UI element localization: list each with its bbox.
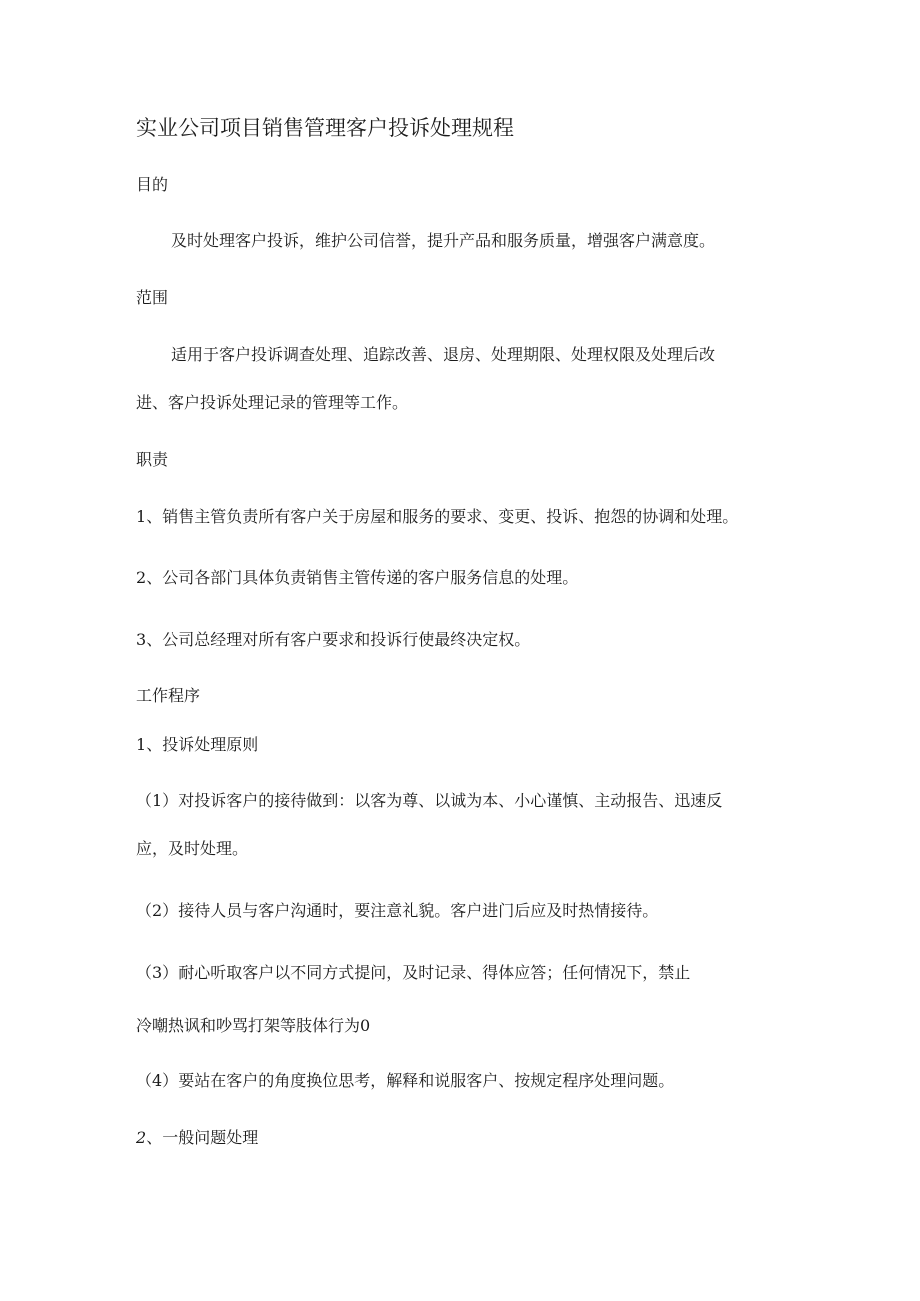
principle-number: （4） (136, 1071, 179, 1090)
principle-item-2 (136, 901, 658, 921)
principle-text: 要站在客户的角度换位思考，解释和说服客户、按规定程序处理问题。 (178, 1071, 675, 1090)
document-title: 实业公司项目销售管理客户投诉处理规程 (136, 116, 514, 140)
scope-body-line2: 进、客户投诉处理记录的管理等工作。 (136, 393, 409, 412)
duty-item-text: 、公司各部门具体负责销售主管传递的客户服务信息的处理。 (146, 568, 579, 587)
principle-continued-text: 冷嘲热讽和吵骂打架等肢体行为 (136, 1016, 361, 1035)
duty-item-2 (136, 568, 578, 588)
procedure-heading: 工作程序 (136, 686, 201, 705)
duty-item-number: 3 (136, 630, 147, 649)
subheading-text: 、投诉处理原则 (146, 735, 259, 754)
principle-item-1-continued: 应，及时处理。 (136, 839, 249, 858)
duties-heading: 职责 (136, 450, 169, 469)
subheading-number: 2 (136, 1128, 147, 1147)
duty-item-3 (136, 630, 530, 650)
purpose-heading: 目的 (136, 175, 169, 194)
duty-item-text: 、公司总经理对所有客户要求和投诉行使最终决定权。 (146, 630, 531, 649)
purpose-body: 及时处理客户投诉，维护公司信誉，提升产品和服务质量，增强客户满意度。 (171, 231, 716, 250)
duty-item-text: 、销售主管负责所有客户关于房屋和服务的要求、变更、投诉、抱怨的协调和处理。 (146, 507, 739, 526)
subheading-number: 1 (136, 735, 147, 754)
principle-number: （1） (136, 791, 179, 810)
procedure-subheading-1 (136, 735, 258, 755)
scope-body-line1: 适用于客户投诉调查处理、追踪改善、退房、处理期限、处理权限及处理后改 (171, 345, 716, 364)
principle-item-4 (136, 1071, 674, 1091)
principle-text: 接待人员与客户沟通时，要注意礼貌。客户进门后应及时热情接待。 (178, 901, 659, 920)
procedure-subheading-2 (136, 1128, 258, 1148)
duty-item-number: 1 (136, 507, 147, 526)
subheading-text: 、一般问题处理 (146, 1128, 259, 1147)
duty-item-number: 2 (136, 568, 147, 587)
principle-text: 耐心听取客户以不同方式提问，及时记录、得体应答；任何情况下，禁止 (178, 963, 691, 982)
principle-text: 对投诉客户的接待做到：以客为尊、以诚为本、小心谨慎、主动报告、迅速反 (178, 791, 723, 810)
scope-heading: 范围 (136, 288, 169, 307)
principle-number: （3） (136, 963, 179, 982)
duty-item-1 (136, 507, 738, 527)
principle-item-3 (136, 963, 690, 983)
principle-item-1 (136, 791, 722, 811)
principle-item-3-continued (136, 1016, 370, 1036)
principle-continued-number: 0 (360, 1016, 371, 1035)
principle-number: （2） (136, 901, 179, 920)
